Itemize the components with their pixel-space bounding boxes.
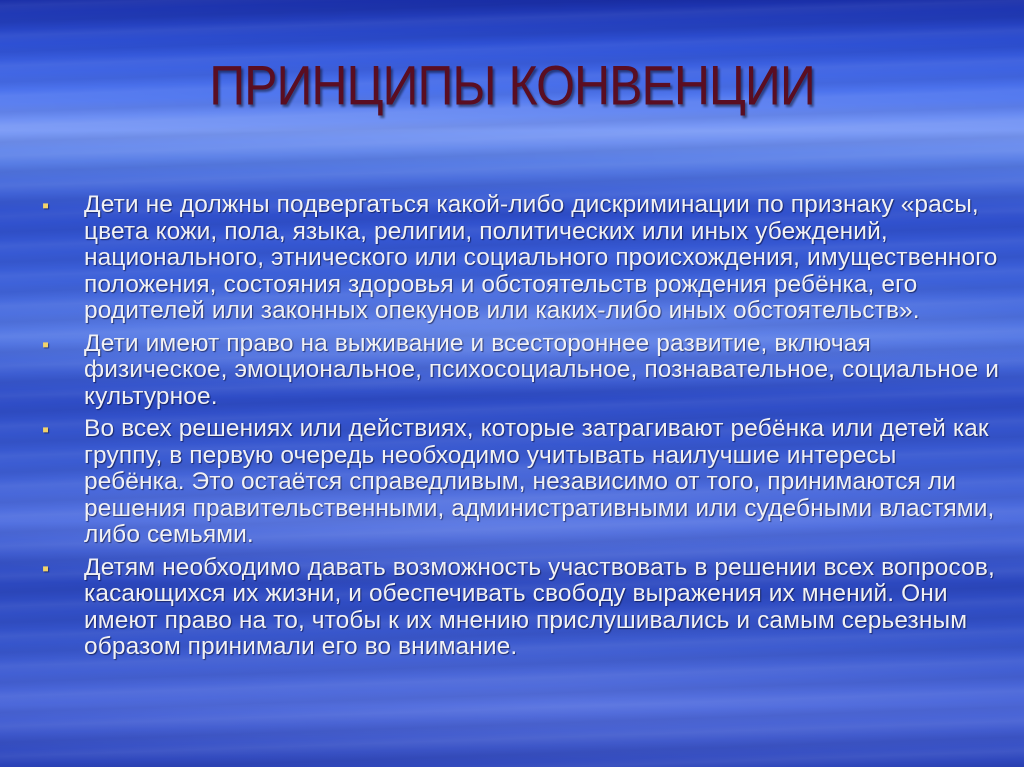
bullet-text: Во всех решениях или действиях, которые затрагивают ребёнка или детей как группу, в первую очередь необходимо учитывать наилучшие интересы ребёнка. Это остаётся справедливым, независимо от того, принимаются ли решения правительственными, административными или судебными властями, либо семьями.: [84, 415, 995, 548]
bullet-text: Детям необходимо давать возможность участвовать в решении всех вопросов, касающихся их жизни, и обеспечивать свободу выражения их мнений. Они имеют право на то, чтобы к их мнению прислушивались и самым серьезным образом принимали его во внимание.: [84, 553, 995, 660]
bullet-square-icon: ▪: [42, 419, 50, 441]
slide-title: ПРИНЦИПЫ КОНВЕНЦИИ: [209, 54, 815, 117]
bullet-square-icon: ▪: [42, 557, 50, 580]
bullet-list: [42, 192, 1002, 667]
bullet-text: Дети не должны подвергаться какой-либо дискриминации по признаку «расы, цвета кожи, пола, языка, религии, политических или иных убеждений, национального, этнического или социального происхождения, имущественного положения, состояния здоровья и обстоятельств рождения ребёнка, его родителей или законных опекунов или каких-либо иных обстоятельств».: [84, 191, 998, 324]
bullet-item-3: [42, 416, 1002, 549]
bullet-item-1: [42, 192, 1002, 325]
bullet-square-icon: ▪: [42, 195, 50, 217]
bullet-square-icon: ▪: [42, 333, 50, 356]
bullet-text: Дети имеют право на выживание и всестороннее развитие, включая физическое, эмоциональное, психосоциальное, познавательное, социальное и культурное.: [84, 329, 1000, 410]
bullet-item-2: [42, 331, 1002, 411]
bullet-item-4: [42, 555, 1002, 661]
